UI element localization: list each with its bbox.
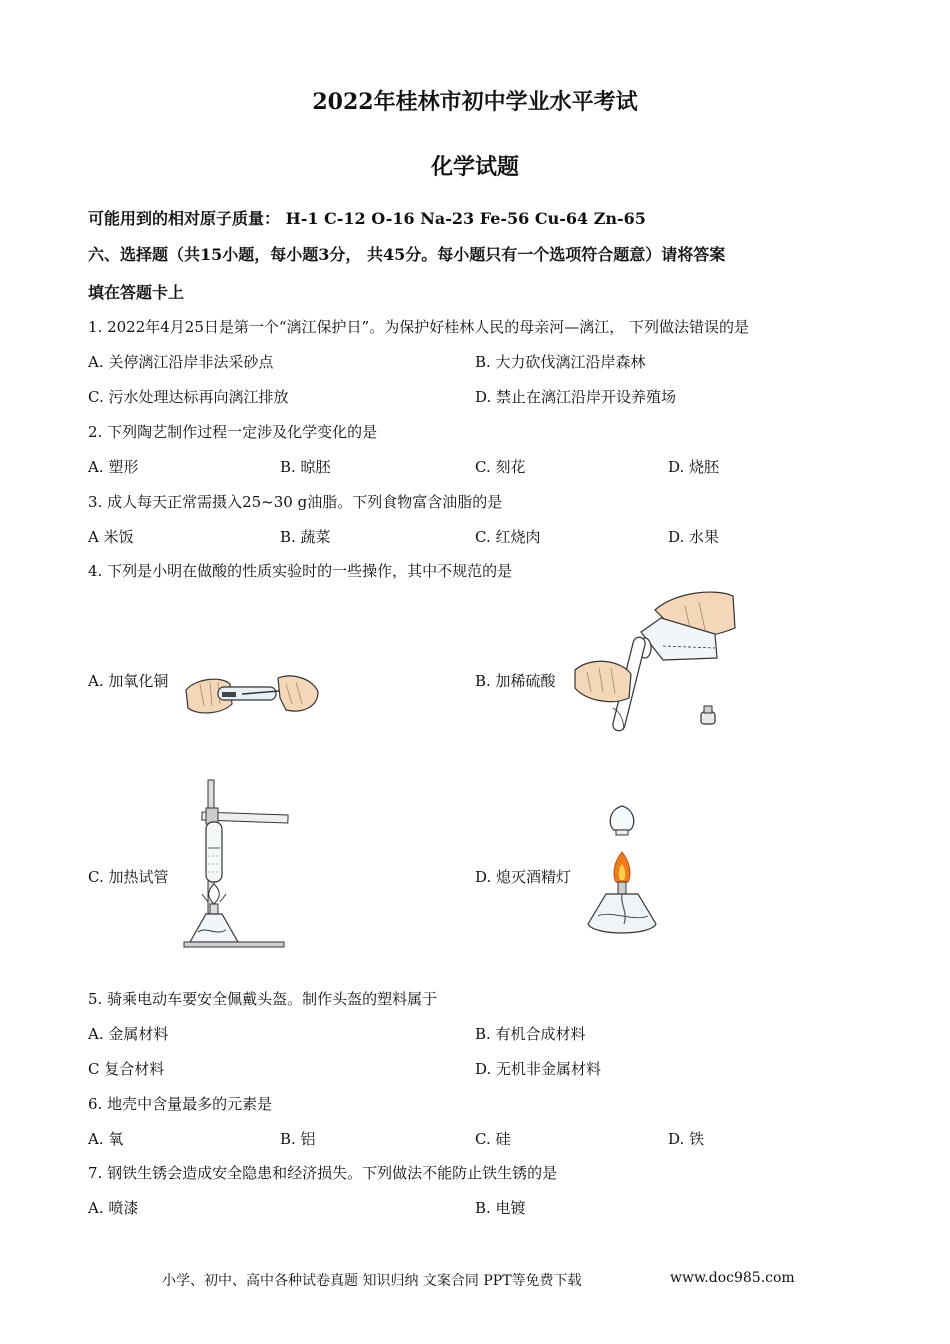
question-1-option-d: D. 禁止在漓江沿岸开设养殖场 [475,388,677,406]
question-5-stem: 5. 骑乘电动车要安全佩戴头盔。制作头盔的塑料属于 [88,990,438,1008]
question-7-option-b: B. 电镀 [475,1199,526,1217]
page-subtitle: 化学试题 [430,154,519,180]
question-3-option-a: A 米饭 [88,528,134,546]
question-6-option-d: D. 铁 [668,1130,705,1148]
question-4-stem: 4. 下列是小明在做酸的性质实验时的一些操作，其中不规范的是 [88,562,513,580]
question-4-option-a: A. 加氧化铜 [88,672,169,690]
question-1-option-a: A. 关停漓江沿岸非法采砂点 [88,353,274,371]
add-dilute-sulfuric-acid-illustration [565,588,745,740]
question-5-option-b: B. 有机合成材料 [475,1025,586,1043]
question-4-option-b: B. 加稀硫酸 [475,672,556,690]
question-3-stem: 3. 成人每天正常需摄入25~30 g油脂。下列食物富含油脂的是 [88,493,503,511]
question-3-option-d: D. 水果 [668,528,720,546]
question-1-stem: 1. 2022年4月25日是第一个“漓江保护日”。为保护好桂林人民的母亲河—漓江， 下列做法错误的是 [88,318,749,336]
section-heading-line2: 填在答题卡上 [88,283,185,302]
question-6-stem: 6. 地壳中含量最多的元素是 [88,1095,273,1113]
extinguish-alcohol-lamp-illustration [584,800,664,942]
question-1-option-c: C. 污水处理达标再向漓江排放 [88,388,289,406]
question-6-option-c: C. 硅 [475,1130,511,1148]
question-2-option-d: D. 烧胚 [668,458,720,476]
question-6-option-b: B. 铝 [280,1130,316,1148]
question-5-option-d: D. 无机非金属材料 [475,1060,602,1078]
question-2-option-b: B. 晾胚 [280,458,331,476]
question-5-option-c: C 复合材料 [88,1060,165,1078]
question-2-option-a: A. 塑形 [88,458,139,476]
question-4-option-c: C. 加热试管 [88,868,169,886]
add-copper-oxide-illustration [182,668,322,728]
question-2-stem: 2. 下列陶艺制作过程一定涉及化学变化的是 [88,423,378,441]
heat-test-tube-illustration [180,778,292,948]
question-7-stem: 7. 钢铁生锈会造成安全隐患和经济损失。下列做法不能防止铁生锈的是 [88,1164,558,1182]
question-6-option-a: A. 氧 [88,1130,124,1148]
question-3-option-b: B. 蔬菜 [280,528,331,546]
question-4-option-d: D. 熄灭酒精灯 [475,868,572,886]
question-1-option-b: B. 大力砍伐漓江沿岸森林 [475,353,646,371]
footer-text: 小学、初中、高中各种试卷真题 知识归纳 文案合同 PPT等免费下载 [162,1273,582,1289]
question-5-option-a: A. 金属材料 [88,1025,169,1043]
section-heading-line1: 六、选择题（共15小题，每小题3分， 共45分。每小题只有一个选项符合题意）请将答案 [88,245,726,264]
question-2-option-c: C. 刻花 [475,458,526,476]
question-7-option-a: A. 喷漆 [88,1199,139,1217]
question-3-option-c: C. 红烧肉 [475,528,541,546]
page-title: 2022年桂林市初中学业水平考试 [312,89,638,115]
footer-site-link[interactable]: www.doc985.com [670,1270,795,1286]
atomic-masses: 可能用到的相对原子质量： H-1 C-12 O-16 Na-23 Fe-56 Cu-64 Zn-65 [88,209,646,228]
